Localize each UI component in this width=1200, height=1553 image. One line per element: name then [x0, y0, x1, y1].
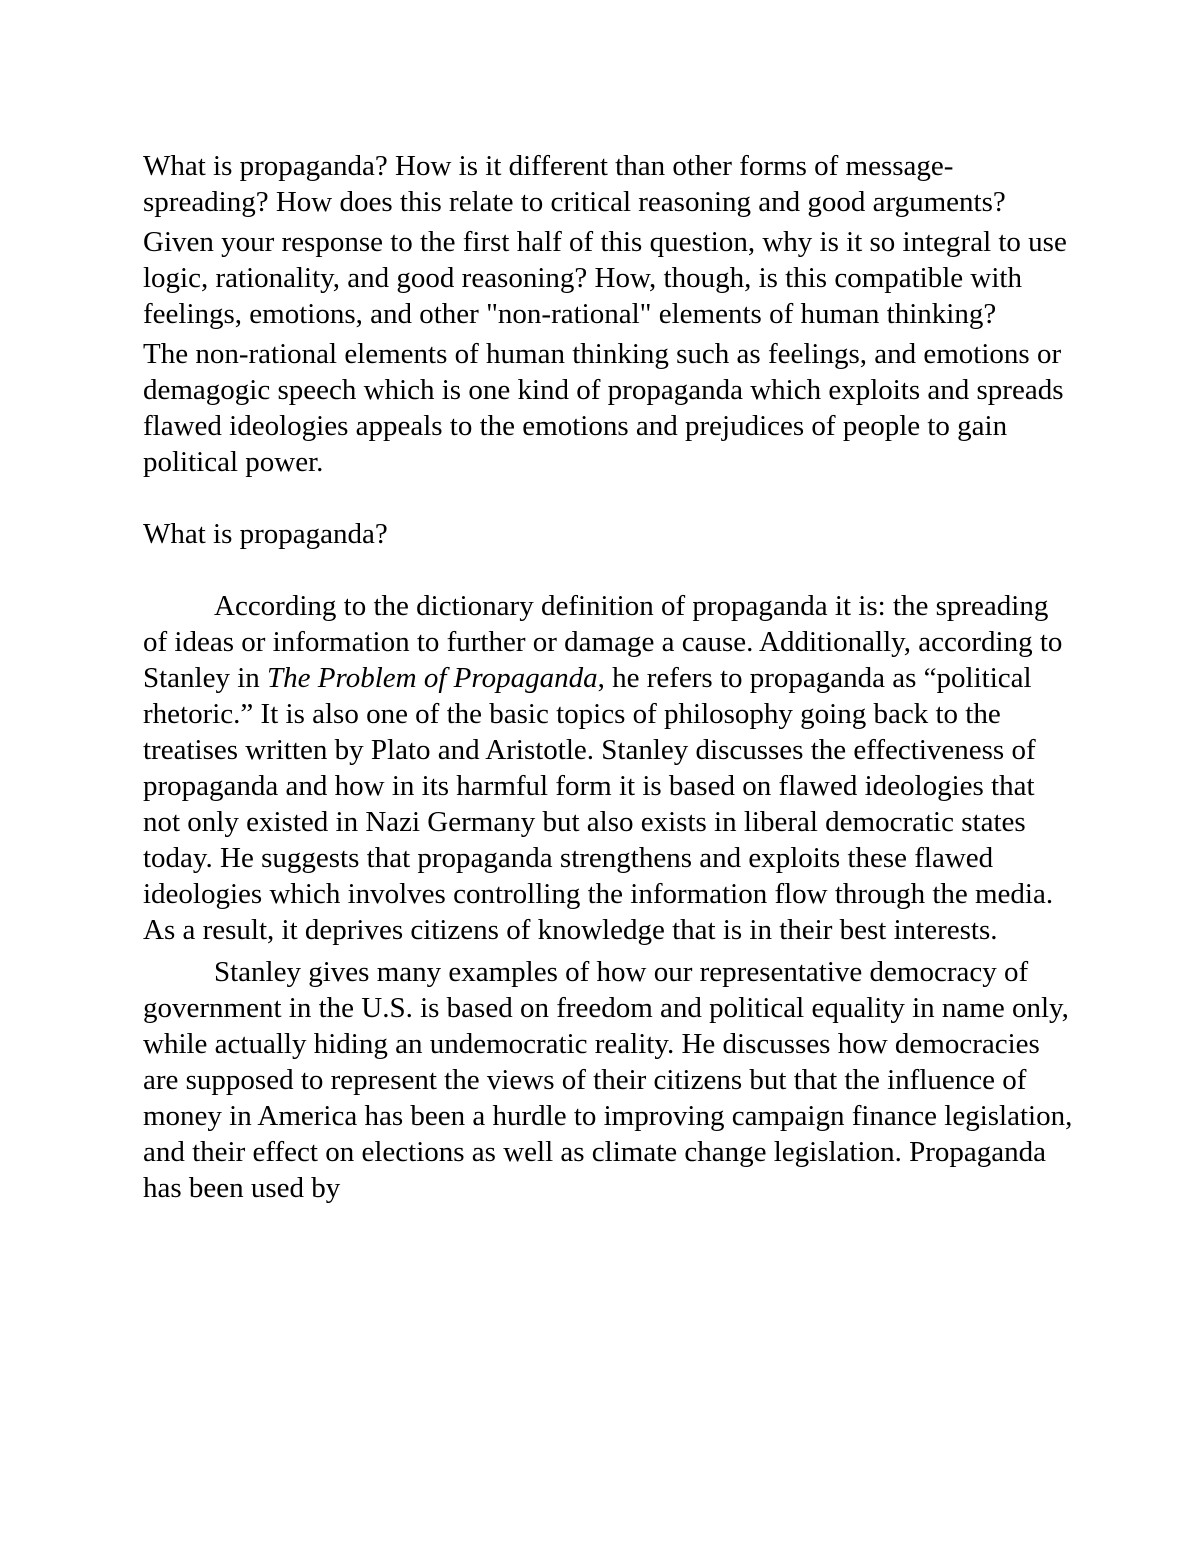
answer-paragraph: The non-rational elements of human thinking such as feelings, and emotions or demagogic speech which is one kind of propaganda which exploits and spreads flawed ideologies appeals to the emotions and prejudices of people to gain political power. [143, 338, 1064, 478]
blank-line [143, 480, 1073, 516]
paragraph-text-after-title: , he refers to propaganda as “political rhetoric.” It is also one of the basic topics of philosophy going back to the treatises written by Plato and Aristotle. Stanley discusses the effectiveness of propaganda and how in its harmful form it is based on flawed ideologies that not only existed in Nazi Germany but also exists in liberal democratic states today. He suggests that propaganda strengthens and exploits these flawed ideologies which involves controlling the information flow through the media. As a result, it deprives citizens of knowledge that is in their best interests. [143, 662, 1054, 946]
blank-line [143, 552, 1073, 588]
question-one: What is propaganda? How is it different than other forms of message-spreading? How does this relate to critical reasoning and good arguments? [143, 150, 1006, 218]
section-heading: What is propaganda? [143, 518, 388, 550]
body-paragraph-one [143, 588, 1073, 948]
document-body [143, 148, 1073, 1206]
question-two: Given your response to the first half of this question, why is it so integral to use logic, rationality, and good reasoning? How, though, is this compatible with feelings, emotions, and other "non-rational" elements of human thinking? [143, 226, 1067, 330]
book-title: The Problem of Propaganda [267, 662, 598, 694]
paragraph-text-before-title: According to the dictionary definition of propaganda it is: the spreading of ideas or information to further or damage a cause. Additionally, according to Stanley in [143, 590, 1063, 694]
body-paragraph-two: Stanley gives many examples of how our representative democracy of government in the U.S. is based on freedom and political equality in name only, while actually hiding an undemocratic reality. He discusses how democracies are supposed to represent the views of their citizens but that the influence of money in America has been a hurdle to improving campaign finance legislation, and their effect on elections as well as climate change legislation. Propaganda has been used by [143, 956, 1073, 1204]
